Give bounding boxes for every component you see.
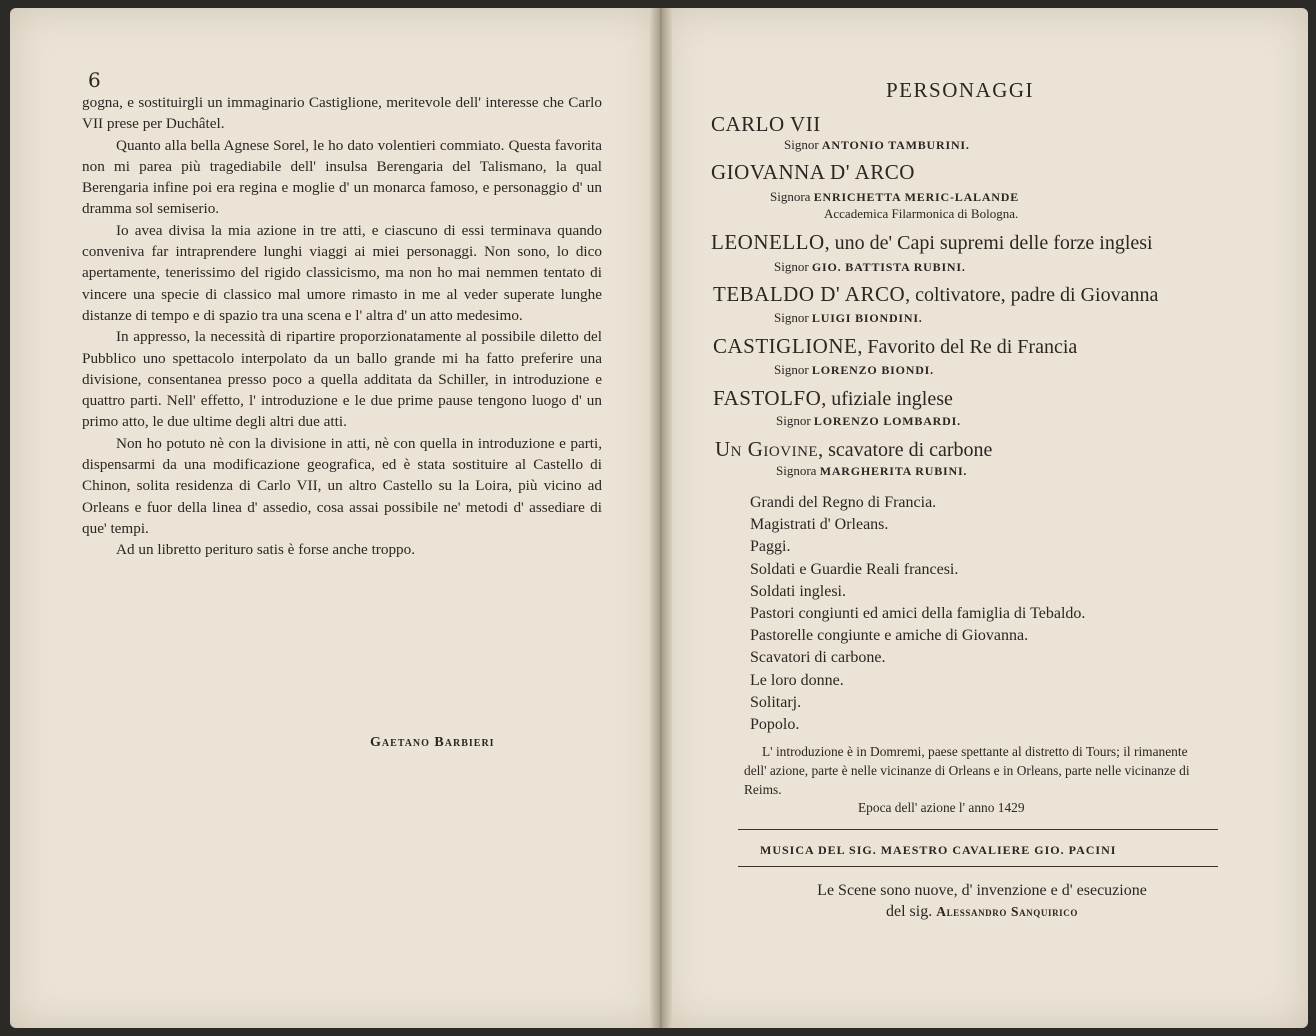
actor-entry xyxy=(774,259,966,275)
paragraph: Ad un libretto perituro satis è forse anche troppo. xyxy=(116,541,416,559)
role-description: , uno de' Capi supremi delle forze inglesi xyxy=(824,232,1153,254)
actor-title: Signora xyxy=(770,189,811,204)
preface-text xyxy=(82,92,602,561)
chorus-item: Solitarj. xyxy=(750,693,802,711)
role-name: TEBALDO D' ARCO xyxy=(713,282,906,306)
actor-name: ANTONIO TAMBURINI. xyxy=(821,138,970,152)
actor-title: Signor xyxy=(774,362,809,377)
chorus-item: Paggi. xyxy=(750,538,791,556)
actor-name: LORENZO LOMBARDI. xyxy=(813,414,961,428)
chorus-item: Soldati inglesi. xyxy=(750,582,846,600)
scenes-line: Le Scene sono nuove, d' invenzione e d' esecuzione xyxy=(817,882,1147,899)
chorus-list xyxy=(750,492,1085,736)
book-gutter xyxy=(650,8,672,1028)
role-name: GIOVANNA D' ARCO xyxy=(711,160,915,184)
setting-note-text: L' introduzione è in Domremi, paese spettante al distretto di Tours; il rimanente dell' azione, parte è nelle vicinanze di Orleans e in Orleans, parte nelle vicinanze di Reims. xyxy=(744,744,1190,797)
chorus-item: Scavatori di carbone. xyxy=(750,649,886,667)
role-entry xyxy=(713,282,1158,307)
role-name: CASTIGLIONE xyxy=(713,334,858,358)
actor-entry xyxy=(784,137,970,153)
paragraph: Io avea divisa la mia azione in tre atti, e ciascuno di essi terminava quando conveniva far intraprendere lunghi viaggi ai miei personaggi. Non sono, lo dico apertamente, tenerissimo del rigido classicismo, ma non ho mai nemmen tentato di vincere una specie di classico mal umore rimasto in me al veder superate lunghe distanze di tempo e di spazio tra una scena e l' altra d' un atto medesimo. xyxy=(82,221,602,324)
role-description: , coltivatore, padre di Giovanna xyxy=(905,284,1159,306)
scenes-author: Alessandro Sanquirico xyxy=(936,904,1078,919)
paragraph: Quanto alla bella Agnese Sorel, le ho dato volentieri commiato. Questa favorita non mi parea più tragediabile dell' insulsa Berengaria del Talismano, la qual Berengaria infine poi era regina e moglie d' un monarca famoso, e personaggio d' un dramma sol semiserio. xyxy=(82,136,602,218)
chorus-item: Popolo. xyxy=(750,716,800,734)
scenes-credit xyxy=(752,880,1212,922)
actor-entry xyxy=(774,362,934,378)
divider-rule xyxy=(738,866,1218,867)
actor-entry xyxy=(776,463,967,479)
role-description: , ufiziale inglese xyxy=(821,388,953,410)
epoch-line: Epoca dell' azione l' anno 1429 xyxy=(858,800,1025,815)
actor-entry xyxy=(776,413,961,429)
actor-title: Signor xyxy=(776,413,811,428)
scenes-author-line xyxy=(752,901,1212,922)
role-entry xyxy=(713,334,1077,359)
role-name: CARLO VII xyxy=(711,112,821,136)
actor-title: Signor xyxy=(774,310,809,325)
role-name: FASTOLFO xyxy=(713,386,822,410)
actor-title: Signor xyxy=(784,137,819,152)
music-credit: MUSICA DEL SIG. MAESTRO CAVALIERE GIO. PACINI xyxy=(760,843,1117,857)
divider-rule xyxy=(738,829,1218,830)
actor-name: LUIGI BIONDINI. xyxy=(811,311,923,325)
paragraph: Non ho potuto nè con la divisione in atti, nè con quella in introduzione e parti, dispensarmi da una modificazione geografica, ed è stata sostituire al Castello di Chinon, solita residenza di Carlo VII, un altro Castello su la Loira, più vicino ad Orleans e fuor della linea d' assedio, cosa assai possibile ne' metodi d' assediare di que' tempi. xyxy=(82,434,602,537)
role-entry xyxy=(711,160,915,185)
role-name: LEONELLO xyxy=(711,230,825,254)
paragraph: gogna, e sostituirgli un immaginario Castiglione, meritevole dell' interesse che Carlo VII prese per Duchâtel. xyxy=(82,94,602,133)
setting-note xyxy=(744,742,1210,799)
paragraph: In appresso, la necessità di ripartire proporzionatamente al possibile diletto del Pubblico uno spettacolo interpolato da un ballo grande mi ha fatto preferire una divisione, consentanea presso poco a quella additata da Schiller, in introduzione e quattro parti. Nell' effetto, l' introduzione e le due prime pause tengono luogo d' un primo atto, le due ultime degli altri due atti. xyxy=(82,328,602,431)
actor-name: LORENZO BIONDI. xyxy=(811,363,934,377)
scenes-prefix: del sig. xyxy=(886,903,933,920)
actor-name: MARGHERITA RUBINI. xyxy=(819,464,968,478)
role-entry xyxy=(711,112,821,137)
author-signature: Gaetano Barbieri xyxy=(370,735,495,750)
actor-entry xyxy=(770,189,1019,205)
chorus-item: Soldati e Guardie Reali francesi. xyxy=(750,560,959,578)
chorus-item: Le loro donne. xyxy=(750,671,844,689)
chorus-item: Pastorelle congiunte e amiche di Giovanna. xyxy=(750,627,1029,645)
role-description: , Favorito del Re di Francia xyxy=(857,336,1078,358)
role-entry xyxy=(715,437,992,462)
role-entry xyxy=(711,230,1153,255)
chorus-item: Grandi del Regno di Francia. xyxy=(750,494,937,511)
page-number: 6 xyxy=(88,68,101,92)
actor-name: ENRICHETTA MERIC-LALANDE xyxy=(813,190,1020,204)
role-entry xyxy=(713,386,953,411)
chorus-item: Magistrati d' Orleans. xyxy=(750,516,889,534)
actor-title: Signor xyxy=(774,259,809,274)
role-description: , scavatore di carbone xyxy=(818,439,993,461)
actor-name: GIO. BATTISTA RUBINI. xyxy=(811,260,966,274)
page-title: PERSONAGGI xyxy=(886,78,1035,102)
actor-title: Signora xyxy=(776,463,817,478)
role-name: Un Giovine xyxy=(715,437,819,461)
actor-entry xyxy=(774,310,923,326)
actor-note: Accademica Filarmonica di Bologna. xyxy=(824,206,1019,221)
chorus-item: Pastori congiunti ed amici della famiglia di Tebaldo. xyxy=(750,605,1086,623)
